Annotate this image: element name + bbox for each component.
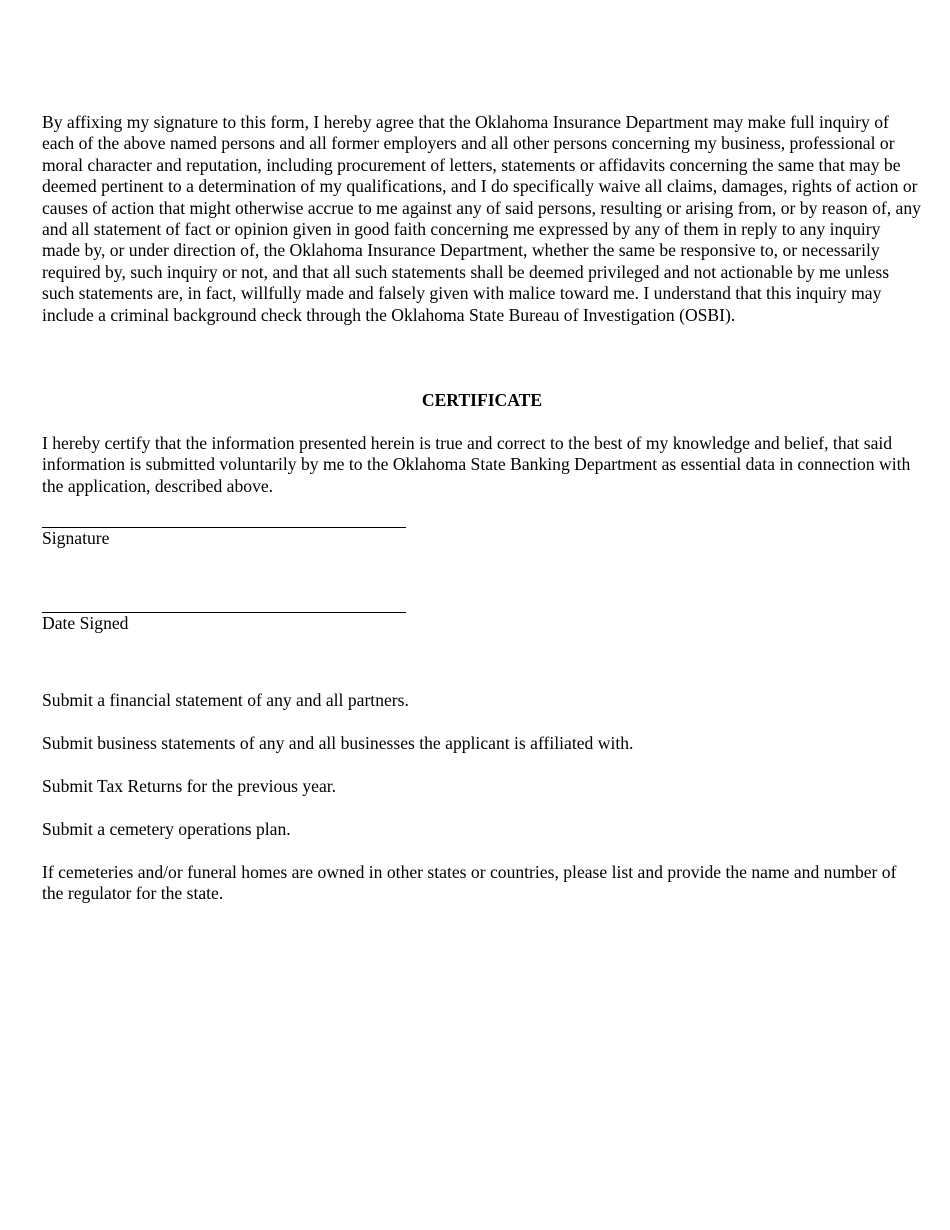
certificate-heading: CERTIFICATE (421, 390, 543, 410)
requirement-operations-plan: Submit a cemetery operations plan. (42, 819, 291, 839)
authorization-paragraph: By affixing my signature to this form, I hereby agree that the Oklahoma Insurance Department may make full inquiry of each of the above named persons and all former employers and all other persons concerning my business, professional or moral character and reputation, including procurement of letters, statements or affidavits concerning the same that may be deemed pertinent to a determination of my qualifications, and I do specifically waive all claims, damages, rights of action or causes of action that might otherwise accrue to me against any of said persons, resulting or arising from, or by reason of, any and all statement of fact or opinion given in good faith concerning me expressed by any of them in reply to any inquiry made by, or under direction of, the Oklahoma Insurance Department, whether the same be responsive to, or necessarily required by, such inquiry or not, and that all such statements shall be deemed privileged and not actionable by me unless such statements are, in fact, willfully made and falsely given with malice toward me. I understand that this inquiry may include a criminal background check through the Oklahoma State Bureau of Investigation (OSBI). (42, 112, 921, 325)
date-signed-field[interactable] (42, 612, 922, 634)
requirement-business-statements: Submit business statements of any and all businesses the applicant is affiliated with. (42, 733, 634, 753)
signature-field[interactable] (42, 527, 922, 549)
signature-label: Signature (42, 528, 110, 548)
date-signed-label: Date Signed (42, 613, 129, 633)
certificate-text: I hereby certify that the information presented herein is true and correct to the best of my knowledge and belief, that said information is submitted voluntarily by me to the Oklahoma State Banking Department as essential data in connection with the application, described above. (42, 433, 911, 496)
document-page (42, 112, 922, 904)
requirement-financial-statement: Submit a financial statement of any and all partners. (42, 690, 409, 710)
requirement-other-states: If cemeteries and/or funeral homes are owned in other states or countries, please list and provide the name and number of the regulator for the state. (42, 862, 897, 904)
requirement-tax-returns: Submit Tax Returns for the previous year. (42, 776, 337, 796)
